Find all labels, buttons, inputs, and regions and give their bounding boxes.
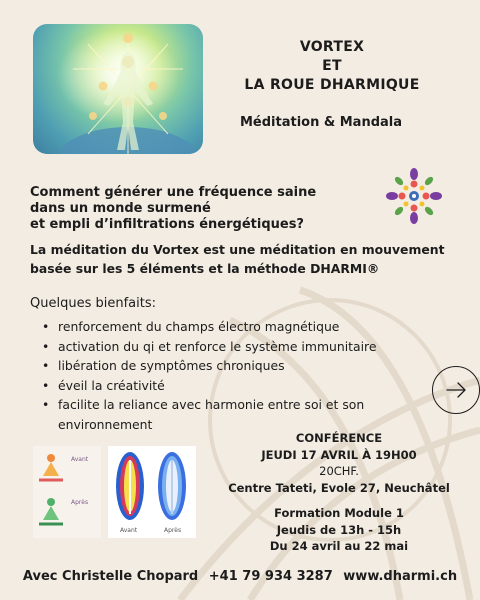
list-item: • éveil la créativité <box>42 376 422 396</box>
arrow-right-icon <box>433 367 479 413</box>
conference-location: Centre Tateti, Evole 27, Neuchâtel <box>228 480 450 495</box>
event-subtitle: Méditation & Mandala <box>240 115 403 130</box>
footer-host: Avec Christelle Chopard <box>22 569 199 584</box>
title-line-1: VORTEX <box>299 39 365 55</box>
list-item: • activation du qi et renforce le système immunitaire <box>42 337 422 357</box>
question-line-3: et empli d’infiltrations énergétiques? <box>30 217 304 232</box>
title-line-3: LA ROUE DHARMIQUE <box>244 77 420 93</box>
benefits-title: Quelques bienfaits: <box>30 296 156 311</box>
next-arrow-button[interactable] <box>432 366 480 414</box>
aura-before-label: Avant <box>120 527 138 534</box>
event-title <box>210 38 454 95</box>
aura-before-after-image <box>108 446 196 538</box>
conference-info <box>224 430 454 496</box>
question-line-2: dans un monde surmené <box>30 201 211 216</box>
list-item: • facilite la reliance avec harmonie entre soi et son environnement <box>42 395 422 434</box>
intro-text <box>30 240 460 278</box>
conference-date: JEUDI 17 AVRIL À 19H00 <box>261 447 417 462</box>
formation-schedule: Jeudis de 13h - 15h <box>276 522 402 537</box>
flower-mandala-image <box>384 166 444 226</box>
formation-period: Du 24 avril au 22 mai <box>269 539 409 553</box>
formation-heading: Formation Module 1 <box>274 506 404 520</box>
benefits-list <box>42 317 422 434</box>
conference-price: 20CHF. <box>319 464 359 478</box>
yoga-before-label: Avant <box>71 456 89 463</box>
yoga-before-after-image <box>33 446 101 538</box>
list-item: • renforcement du champs électro magnétique <box>42 317 422 337</box>
question-heading <box>30 185 380 233</box>
footer-contact <box>0 569 480 584</box>
intro-line-2: basée sur les 5 éléments et la méthode DHARMI® <box>30 261 380 276</box>
yoga-after-label: Après <box>71 499 89 506</box>
meditation-figure-image <box>33 24 203 154</box>
list-item: • libération de symptômes chroniques <box>42 356 422 376</box>
title-line-2: ET <box>322 58 342 74</box>
intro-line-1: La méditation du Vortex est une méditation en mouvement <box>30 242 445 257</box>
footer-phone: +41 79 934 3287 <box>208 569 333 584</box>
footer-website: www.dharmi.ch <box>343 569 458 584</box>
conference-heading: CONFÉRENCE <box>295 431 383 445</box>
formation-info <box>224 505 454 555</box>
aura-after-label: Après <box>164 527 182 534</box>
question-line-1: Comment générer une fréquence saine <box>30 185 317 200</box>
